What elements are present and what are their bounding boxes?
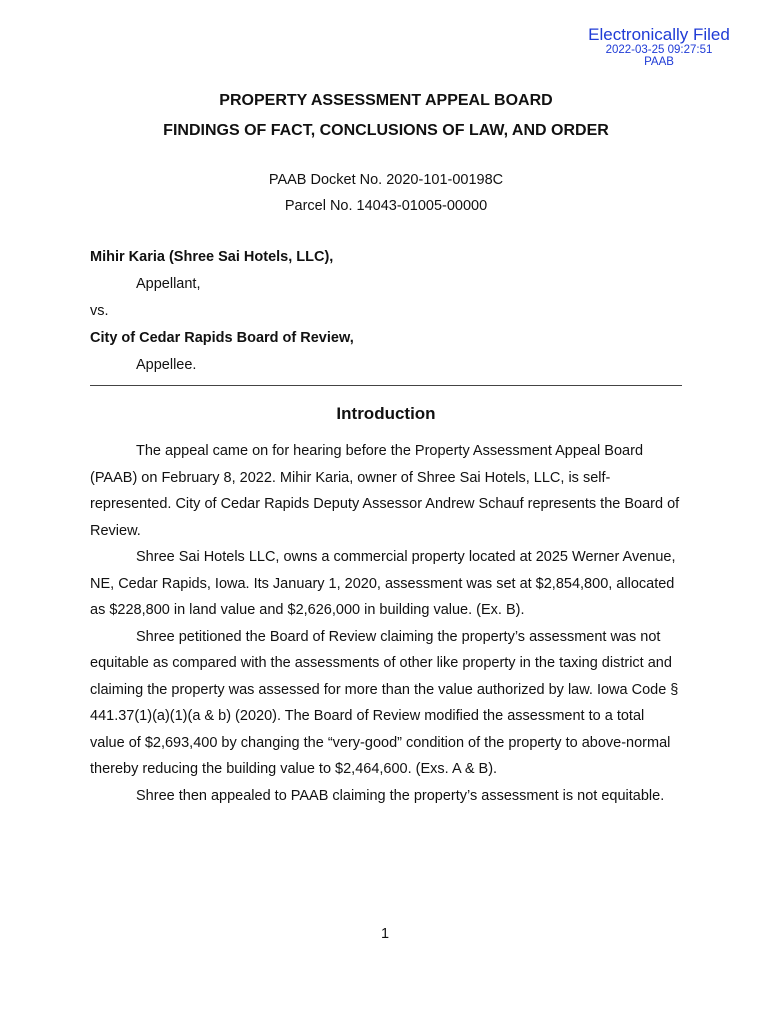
introduction-body — [90, 438, 682, 809]
paragraph: Shree then appealed to PAAB claiming the property’s assessment is not equitable. — [136, 787, 665, 804]
appellee-role: Appellee. — [136, 357, 197, 373]
electronic-filing-stamp — [574, 26, 744, 68]
page-number: 1 — [380, 926, 390, 942]
appellant-role: Appellant, — [136, 276, 201, 292]
caption-divider — [90, 385, 682, 386]
case-caption — [90, 244, 682, 379]
document-page — [90, 92, 682, 809]
parcel-number: Parcel No. 14043-01005-00000 — [284, 198, 488, 214]
stamp-filed-label: Electronically Filed — [588, 25, 730, 44]
docket-number: PAAB Docket No. 2020-101-00198C — [268, 172, 504, 188]
section-heading-introduction: Introduction — [336, 404, 436, 423]
appellant-name: Mihir Karia (Shree Sai Hotels, LLC), — [90, 249, 334, 265]
board-title: PROPERTY ASSESSMENT APPEAL BOARD — [219, 92, 553, 109]
paragraph: Shree petitioned the Board of Review claiming the property’s assessment was not equitable as compared with the assessments of other like property in the taxing district and claiming the property was assessed for more than the value authorized by law. Iowa Code § 441.37(1)(a)(1)(a & b) (2020). The Board of Review modified the assessment to a total value of $2,693,400 by changing the “very-good” condition of the property to above-normal thereby reducing the building value to $2,464,600. (Exs. A & B). — [90, 628, 679, 777]
versus-label: vs. — [90, 303, 109, 319]
paragraph: Shree Sai Hotels LLC, owns a commercial property located at 2025 Werner Avenue, NE, Cedar Rapids, Iowa. Its January 1, 2020, assessment was set at $2,854,800, allocated as $228,800 in land value and $2,626,000 in building value. (Ex. B). — [90, 549, 676, 618]
paragraph: The appeal came on for hearing before the Property Assessment Appeal Board (PAAB) on February 8, 2022. Mihir Karia, owner of Shree Sai Hotels, LLC, is self-represented. City of Cedar Rapids Deputy Assessor Andrew Schauf represents the Board of Review. — [90, 443, 680, 539]
stamp-agency: PAAB — [644, 55, 674, 68]
stamp-timestamp: 2022-03-25 09:27:51 — [605, 43, 713, 56]
appellee-name: City of Cedar Rapids Board of Review, — [90, 330, 354, 346]
document-title: FINDINGS OF FACT, CONCLUSIONS OF LAW, AND ORDER — [163, 122, 609, 139]
